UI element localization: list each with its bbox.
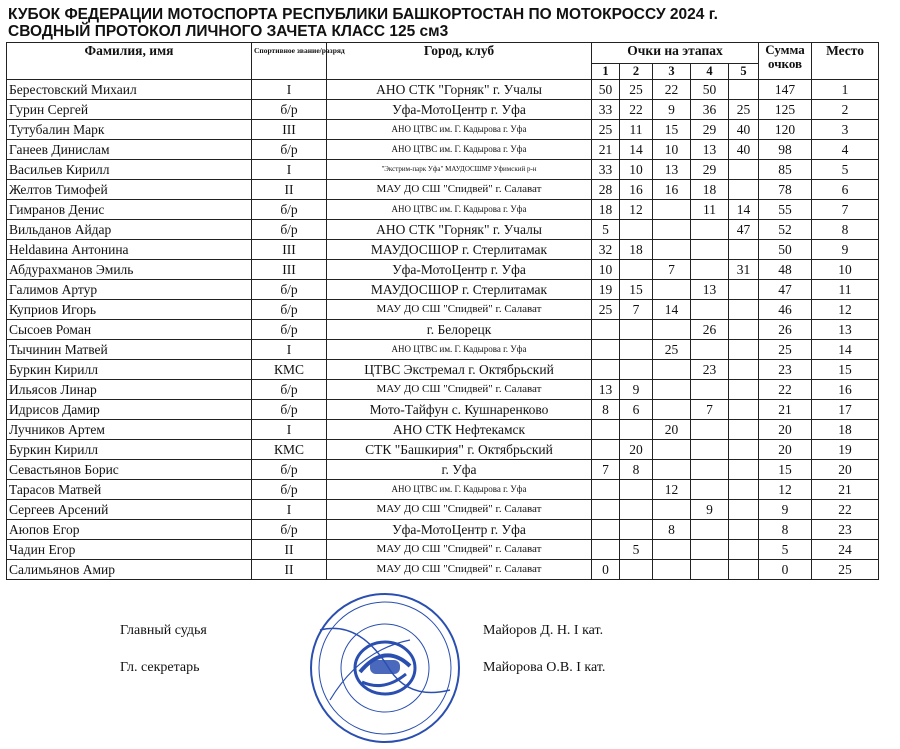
points-sum: 85 xyxy=(759,160,812,180)
athlete-club: г. Белорецк xyxy=(327,320,592,340)
points-sum: 52 xyxy=(759,220,812,240)
athlete-club: АНО ЦТВС им. Г. Кадырова г. Уфа xyxy=(327,480,592,500)
stage-4-points: 7 xyxy=(691,400,729,420)
table-row xyxy=(7,400,879,420)
stage-1-points: 7 xyxy=(592,460,620,480)
athlete-rank: б/р xyxy=(252,220,327,240)
stage-2-points xyxy=(620,560,653,580)
points-sum: 78 xyxy=(759,180,812,200)
judge-name: Майоров Д. Н. I кат. xyxy=(483,623,604,638)
points-sum: 26 xyxy=(759,320,812,340)
stage-1-points xyxy=(592,520,620,540)
stage-4-points: 29 xyxy=(691,120,729,140)
athlete-club: МАУ ДО СШ "Спидвей" г. Салават xyxy=(327,500,592,520)
athlete-place: 15 xyxy=(812,360,879,380)
stage-2-points: 8 xyxy=(620,460,653,480)
points-sum: 20 xyxy=(759,440,812,460)
stage-3-points xyxy=(653,560,691,580)
stage-3-points xyxy=(653,360,691,380)
stage-2-points: 18 xyxy=(620,240,653,260)
stage-4-points xyxy=(691,520,729,540)
stage-4-points: 9 xyxy=(691,500,729,520)
stage-3-points xyxy=(653,240,691,260)
athlete-rank: б/р xyxy=(252,400,327,420)
points-sum: 5 xyxy=(759,540,812,560)
athlete-club: СТК "Башкирия" г. Октябрьский xyxy=(327,440,592,460)
table-row xyxy=(7,300,879,320)
stage-3-points xyxy=(653,220,691,240)
athlete-place: 5 xyxy=(812,160,879,180)
stage-4-points xyxy=(691,260,729,280)
stage-4-points xyxy=(691,540,729,560)
stage-2-points xyxy=(620,260,653,280)
athlete-name: Сергеев Арсений xyxy=(7,500,252,520)
stage-3-points: 15 xyxy=(653,120,691,140)
stage-4-points xyxy=(691,300,729,320)
athlete-place: 10 xyxy=(812,260,879,280)
athlete-name: Ильясов Линар xyxy=(7,380,252,400)
points-sum: 47 xyxy=(759,280,812,300)
stage-2-points xyxy=(620,360,653,380)
stage-1-points: 5 xyxy=(592,220,620,240)
stage-1-points xyxy=(592,420,620,440)
table-row xyxy=(7,240,879,260)
stage-5-points: 40 xyxy=(729,120,759,140)
points-sum: 20 xyxy=(759,420,812,440)
athlete-name: Идрисов Дамир xyxy=(7,400,252,420)
athlete-name: Чадин Егор xyxy=(7,540,252,560)
header-club: Город, клуб xyxy=(327,43,592,80)
stage-1-points: 25 xyxy=(592,300,620,320)
stage-2-points: 14 xyxy=(620,140,653,160)
stage-4-points: 36 xyxy=(691,100,729,120)
stage-4-points xyxy=(691,480,729,500)
athlete-rank: б/р xyxy=(252,300,327,320)
athlete-rank: I xyxy=(252,340,327,360)
stage-2-points xyxy=(620,520,653,540)
stage-2-points: 6 xyxy=(620,400,653,420)
athlete-place: 7 xyxy=(812,200,879,220)
points-sum: 23 xyxy=(759,360,812,380)
points-sum: 9 xyxy=(759,500,812,520)
stage-1-points: 21 xyxy=(592,140,620,160)
stage-3-points: 9 xyxy=(653,100,691,120)
athlete-name: Абдурахманов Эмиль xyxy=(7,260,252,280)
stage-4-points: 18 xyxy=(691,180,729,200)
athlete-rank: I xyxy=(252,80,327,100)
table-row xyxy=(7,320,879,340)
table-row xyxy=(7,100,879,120)
athlete-place: 19 xyxy=(812,440,879,460)
athlete-club: Уфа-МотоЦентр г. Уфа xyxy=(327,260,592,280)
stage-3-points xyxy=(653,380,691,400)
stage-5-points xyxy=(729,520,759,540)
header-name: Фамилия, имя xyxy=(7,43,252,80)
header-stage-3: 3 xyxy=(653,64,691,80)
stage-5-points xyxy=(729,540,759,560)
athlete-club: АНО ЦТВС им. Г. Кадырова г. Уфа xyxy=(327,200,592,220)
athlete-place: 22 xyxy=(812,500,879,520)
stage-1-points xyxy=(592,500,620,520)
athlete-club: Уфа-МотоЦентр г. Уфа xyxy=(327,520,592,540)
table-row xyxy=(7,360,879,380)
athlete-club: Уфа-МотоЦентр г. Уфа xyxy=(327,100,592,120)
stage-5-points: 31 xyxy=(729,260,759,280)
points-sum: 55 xyxy=(759,200,812,220)
table-row xyxy=(7,560,879,580)
stage-5-points xyxy=(729,400,759,420)
athlete-place: 20 xyxy=(812,460,879,480)
table-row xyxy=(7,460,879,480)
stage-5-points xyxy=(729,80,759,100)
table-row xyxy=(7,340,879,360)
stage-5-points xyxy=(729,320,759,340)
points-sum: 22 xyxy=(759,380,812,400)
stage-2-points: 22 xyxy=(620,100,653,120)
stage-5-points xyxy=(729,160,759,180)
athlete-rank: б/р xyxy=(252,140,327,160)
stage-4-points: 13 xyxy=(691,140,729,160)
stage-3-points xyxy=(653,460,691,480)
table-row xyxy=(7,140,879,160)
athlete-name: Вильданов Айдар xyxy=(7,220,252,240)
header-rank: Спортивное звание/разряд xyxy=(252,43,327,80)
stage-2-points: 20 xyxy=(620,440,653,460)
stage-5-points xyxy=(729,300,759,320)
stage-4-points: 29 xyxy=(691,160,729,180)
points-sum: 125 xyxy=(759,100,812,120)
stage-3-points xyxy=(653,200,691,220)
athlete-name: Тутубалин Марк xyxy=(7,120,252,140)
points-sum: 48 xyxy=(759,260,812,280)
athlete-name: Тычинин Матвей xyxy=(7,340,252,360)
athlete-name: Тарасов Матвей xyxy=(7,480,252,500)
athlete-club: АНО ЦТВС им. Г. Кадырова г. Уфа xyxy=(327,120,592,140)
table-row xyxy=(7,440,879,460)
stage-4-points xyxy=(691,340,729,360)
stage-3-points xyxy=(653,280,691,300)
header-stage-4: 4 xyxy=(691,64,729,80)
stage-1-points: 33 xyxy=(592,160,620,180)
athlete-club: МАУДОСШОР г. Стерлитамак xyxy=(327,280,592,300)
athlete-place: 17 xyxy=(812,400,879,420)
athlete-place: 16 xyxy=(812,380,879,400)
athlete-name: Лучников Артем xyxy=(7,420,252,440)
stage-2-points xyxy=(620,320,653,340)
stage-2-points: 25 xyxy=(620,80,653,100)
athlete-name: Гимранов Денис xyxy=(7,200,252,220)
stage-4-points: 13 xyxy=(691,280,729,300)
athlete-name: Ганеев Динислам xyxy=(7,140,252,160)
stage-1-points xyxy=(592,340,620,360)
athlete-rank: III xyxy=(252,240,327,260)
stage-4-points: 26 xyxy=(691,320,729,340)
athlete-club: МАУ ДО СШ "Спидвей" г. Салават xyxy=(327,380,592,400)
document-title: КУБОК ФЕДЕРАЦИИ МОТОСПОРТА РЕСПУБЛИКИ БАШКОРТОСТАН ПО МОТОКРОССУ 2024 г. xyxy=(8,6,718,23)
stage-1-points xyxy=(592,360,620,380)
stage-3-points xyxy=(653,320,691,340)
stage-4-points xyxy=(691,460,729,480)
athlete-name: Берестовский Михаил xyxy=(7,80,252,100)
header-sum: Сумма очков xyxy=(759,43,812,80)
athlete-rank: б/р xyxy=(252,380,327,400)
stage-4-points xyxy=(691,560,729,580)
stage-3-points: 20 xyxy=(653,420,691,440)
document-subtitle: СВОДНЫЙ ПРОТОКОЛ ЛИЧНОГО ЗАЧЕТА КЛАСС 125 см3 xyxy=(8,23,449,40)
athlete-name: Желтов Тимофей xyxy=(7,180,252,200)
athlete-name: Неldавина Антонина xyxy=(7,240,252,260)
athlete-rank: б/р xyxy=(252,460,327,480)
stage-1-points: 32 xyxy=(592,240,620,260)
athlete-place: 23 xyxy=(812,520,879,540)
athlete-club: АНО ЦТВС им. Г. Кадырова г. Уфа xyxy=(327,340,592,360)
stage-4-points xyxy=(691,440,729,460)
athlete-club: АНО ЦТВС им. Г. Кадырова г. Уфа xyxy=(327,140,592,160)
athlete-club: АНО СТК "Горняк" г. Учалы xyxy=(327,220,592,240)
stage-2-points: 10 xyxy=(620,160,653,180)
stage-1-points: 28 xyxy=(592,180,620,200)
table-row xyxy=(7,540,879,560)
table-row xyxy=(7,380,879,400)
stage-1-points: 8 xyxy=(592,400,620,420)
athlete-club: МАУ ДО СШ "Спидвей" г. Салават xyxy=(327,540,592,560)
points-sum: 120 xyxy=(759,120,812,140)
athlete-name: Буркин Кирилл xyxy=(7,360,252,380)
stage-3-points: 14 xyxy=(653,300,691,320)
stage-2-points xyxy=(620,220,653,240)
athlete-place: 11 xyxy=(812,280,879,300)
results-table xyxy=(6,42,879,580)
athlete-club: Мото-Тайфун с. Кушнаренково xyxy=(327,400,592,420)
table-row xyxy=(7,520,879,540)
athlete-rank: б/р xyxy=(252,100,327,120)
athlete-name: Куприов Игорь xyxy=(7,300,252,320)
table-row xyxy=(7,260,879,280)
athlete-club: АНО СТК "Горняк" г. Учалы xyxy=(327,80,592,100)
table-row xyxy=(7,160,879,180)
stage-2-points: 9 xyxy=(620,380,653,400)
athlete-name: Салимьянов Амир xyxy=(7,560,252,580)
stage-5-points: 40 xyxy=(729,140,759,160)
athlete-club: МАУДОСШОР г. Стерлитамак xyxy=(327,240,592,260)
table-row xyxy=(7,500,879,520)
points-sum: 0 xyxy=(759,560,812,580)
judge-label: Главный судья xyxy=(120,623,207,638)
stage-1-points: 33 xyxy=(592,100,620,120)
stage-3-points: 25 xyxy=(653,340,691,360)
stage-5-points: 14 xyxy=(729,200,759,220)
stage-3-points xyxy=(653,540,691,560)
stage-4-points: 23 xyxy=(691,360,729,380)
stage-2-points: 12 xyxy=(620,200,653,220)
stage-5-points xyxy=(729,500,759,520)
athlete-rank: б/р xyxy=(252,520,327,540)
stage-5-points xyxy=(729,240,759,260)
stage-3-points xyxy=(653,400,691,420)
stage-2-points: 7 xyxy=(620,300,653,320)
athlete-place: 12 xyxy=(812,300,879,320)
header-stage-5: 5 xyxy=(729,64,759,80)
stage-3-points xyxy=(653,440,691,460)
points-sum: 12 xyxy=(759,480,812,500)
stage-1-points: 19 xyxy=(592,280,620,300)
stage-3-points: 8 xyxy=(653,520,691,540)
stage-2-points xyxy=(620,340,653,360)
table-row xyxy=(7,80,879,100)
stage-4-points: 50 xyxy=(691,80,729,100)
athlete-place: 1 xyxy=(812,80,879,100)
athlete-place: 6 xyxy=(812,180,879,200)
stage-3-points: 7 xyxy=(653,260,691,280)
stage-5-points xyxy=(729,420,759,440)
athlete-rank: КМС xyxy=(252,360,327,380)
stage-1-points xyxy=(592,480,620,500)
athlete-place: 3 xyxy=(812,120,879,140)
federation-stamp-icon xyxy=(300,590,470,745)
athlete-club: МАУ ДО СШ "Спидвей" г. Салават xyxy=(327,560,592,580)
stage-5-points xyxy=(729,280,759,300)
stage-4-points: 11 xyxy=(691,200,729,220)
table-row xyxy=(7,420,879,440)
stage-4-points xyxy=(691,420,729,440)
stage-1-points xyxy=(592,540,620,560)
table-row xyxy=(7,480,879,500)
stage-2-points: 5 xyxy=(620,540,653,560)
points-sum: 25 xyxy=(759,340,812,360)
athlete-name: Севастьянов Борис xyxy=(7,460,252,480)
stage-1-points: 10 xyxy=(592,260,620,280)
stage-2-points: 16 xyxy=(620,180,653,200)
table-row xyxy=(7,180,879,200)
secretary-label: Гл. секретарь xyxy=(120,660,200,675)
stage-2-points: 15 xyxy=(620,280,653,300)
athlete-place: 2 xyxy=(812,100,879,120)
stage-4-points xyxy=(691,240,729,260)
athlete-rank: III xyxy=(252,260,327,280)
athlete-name: Аюпов Егор xyxy=(7,520,252,540)
stage-1-points: 13 xyxy=(592,380,620,400)
athlete-rank: I xyxy=(252,160,327,180)
athlete-rank: II xyxy=(252,560,327,580)
stage-2-points: 11 xyxy=(620,120,653,140)
stage-5-points: 47 xyxy=(729,220,759,240)
points-sum: 8 xyxy=(759,520,812,540)
athlete-place: 24 xyxy=(812,540,879,560)
athlete-rank: III xyxy=(252,120,327,140)
stage-1-points xyxy=(592,440,620,460)
stage-3-points xyxy=(653,500,691,520)
points-sum: 98 xyxy=(759,140,812,160)
stage-5-points xyxy=(729,180,759,200)
athlete-club: МАУ ДО СШ "Спидвей" г. Салават xyxy=(327,180,592,200)
athlete-rank: б/р xyxy=(252,200,327,220)
stage-4-points xyxy=(691,380,729,400)
athlete-rank: б/р xyxy=(252,320,327,340)
stage-5-points xyxy=(729,340,759,360)
athlete-rank: I xyxy=(252,500,327,520)
athlete-place: 25 xyxy=(812,560,879,580)
stage-5-points xyxy=(729,560,759,580)
points-sum: 147 xyxy=(759,80,812,100)
stage-5-points: 25 xyxy=(729,100,759,120)
points-sum: 21 xyxy=(759,400,812,420)
athlete-club: МАУ ДО СШ "Спидвей" г. Салават xyxy=(327,300,592,320)
athlete-club: АНО СТК Нефтекамск xyxy=(327,420,592,440)
athlete-rank: I xyxy=(252,420,327,440)
header-points: Очки на этапах xyxy=(592,43,759,64)
header-place: Место xyxy=(812,43,879,80)
stage-3-points: 22 xyxy=(653,80,691,100)
stage-5-points xyxy=(729,460,759,480)
athlete-place: 9 xyxy=(812,240,879,260)
stage-2-points xyxy=(620,500,653,520)
athlete-club: "Экстрим-парк Уфа" МАУДОСШМР Уфимский р-н xyxy=(327,160,592,180)
athlete-club: г. Уфа xyxy=(327,460,592,480)
athlete-name: Буркин Кирилл xyxy=(7,440,252,460)
athlete-place: 13 xyxy=(812,320,879,340)
table-row xyxy=(7,280,879,300)
stage-5-points xyxy=(729,380,759,400)
athlete-name: Васильев Кирилл xyxy=(7,160,252,180)
stage-1-points: 25 xyxy=(592,120,620,140)
points-sum: 50 xyxy=(759,240,812,260)
athlete-place: 4 xyxy=(812,140,879,160)
stage-1-points: 0 xyxy=(592,560,620,580)
header-stage-1: 1 xyxy=(592,64,620,80)
athlete-place: 18 xyxy=(812,420,879,440)
stage-1-points xyxy=(592,320,620,340)
athlete-rank: II xyxy=(252,540,327,560)
stage-1-points: 18 xyxy=(592,200,620,220)
table-row xyxy=(7,200,879,220)
stage-5-points xyxy=(729,360,759,380)
athlete-name: Галимов Артур xyxy=(7,280,252,300)
points-sum: 15 xyxy=(759,460,812,480)
stage-2-points xyxy=(620,420,653,440)
stage-5-points xyxy=(729,440,759,460)
athlete-place: 8 xyxy=(812,220,879,240)
athlete-rank: II xyxy=(252,180,327,200)
stage-1-points: 50 xyxy=(592,80,620,100)
stage-4-points xyxy=(691,220,729,240)
stage-5-points xyxy=(729,480,759,500)
athlete-rank: б/р xyxy=(252,480,327,500)
stage-3-points: 16 xyxy=(653,180,691,200)
athlete-name: Сысоев Роман xyxy=(7,320,252,340)
athlete-name: Гурин Сергей xyxy=(7,100,252,120)
table-row xyxy=(7,220,879,240)
stage-3-points: 13 xyxy=(653,160,691,180)
athlete-rank: б/р xyxy=(252,280,327,300)
table-row xyxy=(7,120,879,140)
stage-3-points: 10 xyxy=(653,140,691,160)
athlete-rank: КМС xyxy=(252,440,327,460)
athlete-place: 21 xyxy=(812,480,879,500)
header-stage-2: 2 xyxy=(620,64,653,80)
points-sum: 46 xyxy=(759,300,812,320)
athlete-club: ЦТВС Экстремал г. Октябрьский xyxy=(327,360,592,380)
secretary-name: Майорова О.В. I кат. xyxy=(483,660,606,675)
stage-3-points: 12 xyxy=(653,480,691,500)
stage-2-points xyxy=(620,480,653,500)
athlete-place: 14 xyxy=(812,340,879,360)
